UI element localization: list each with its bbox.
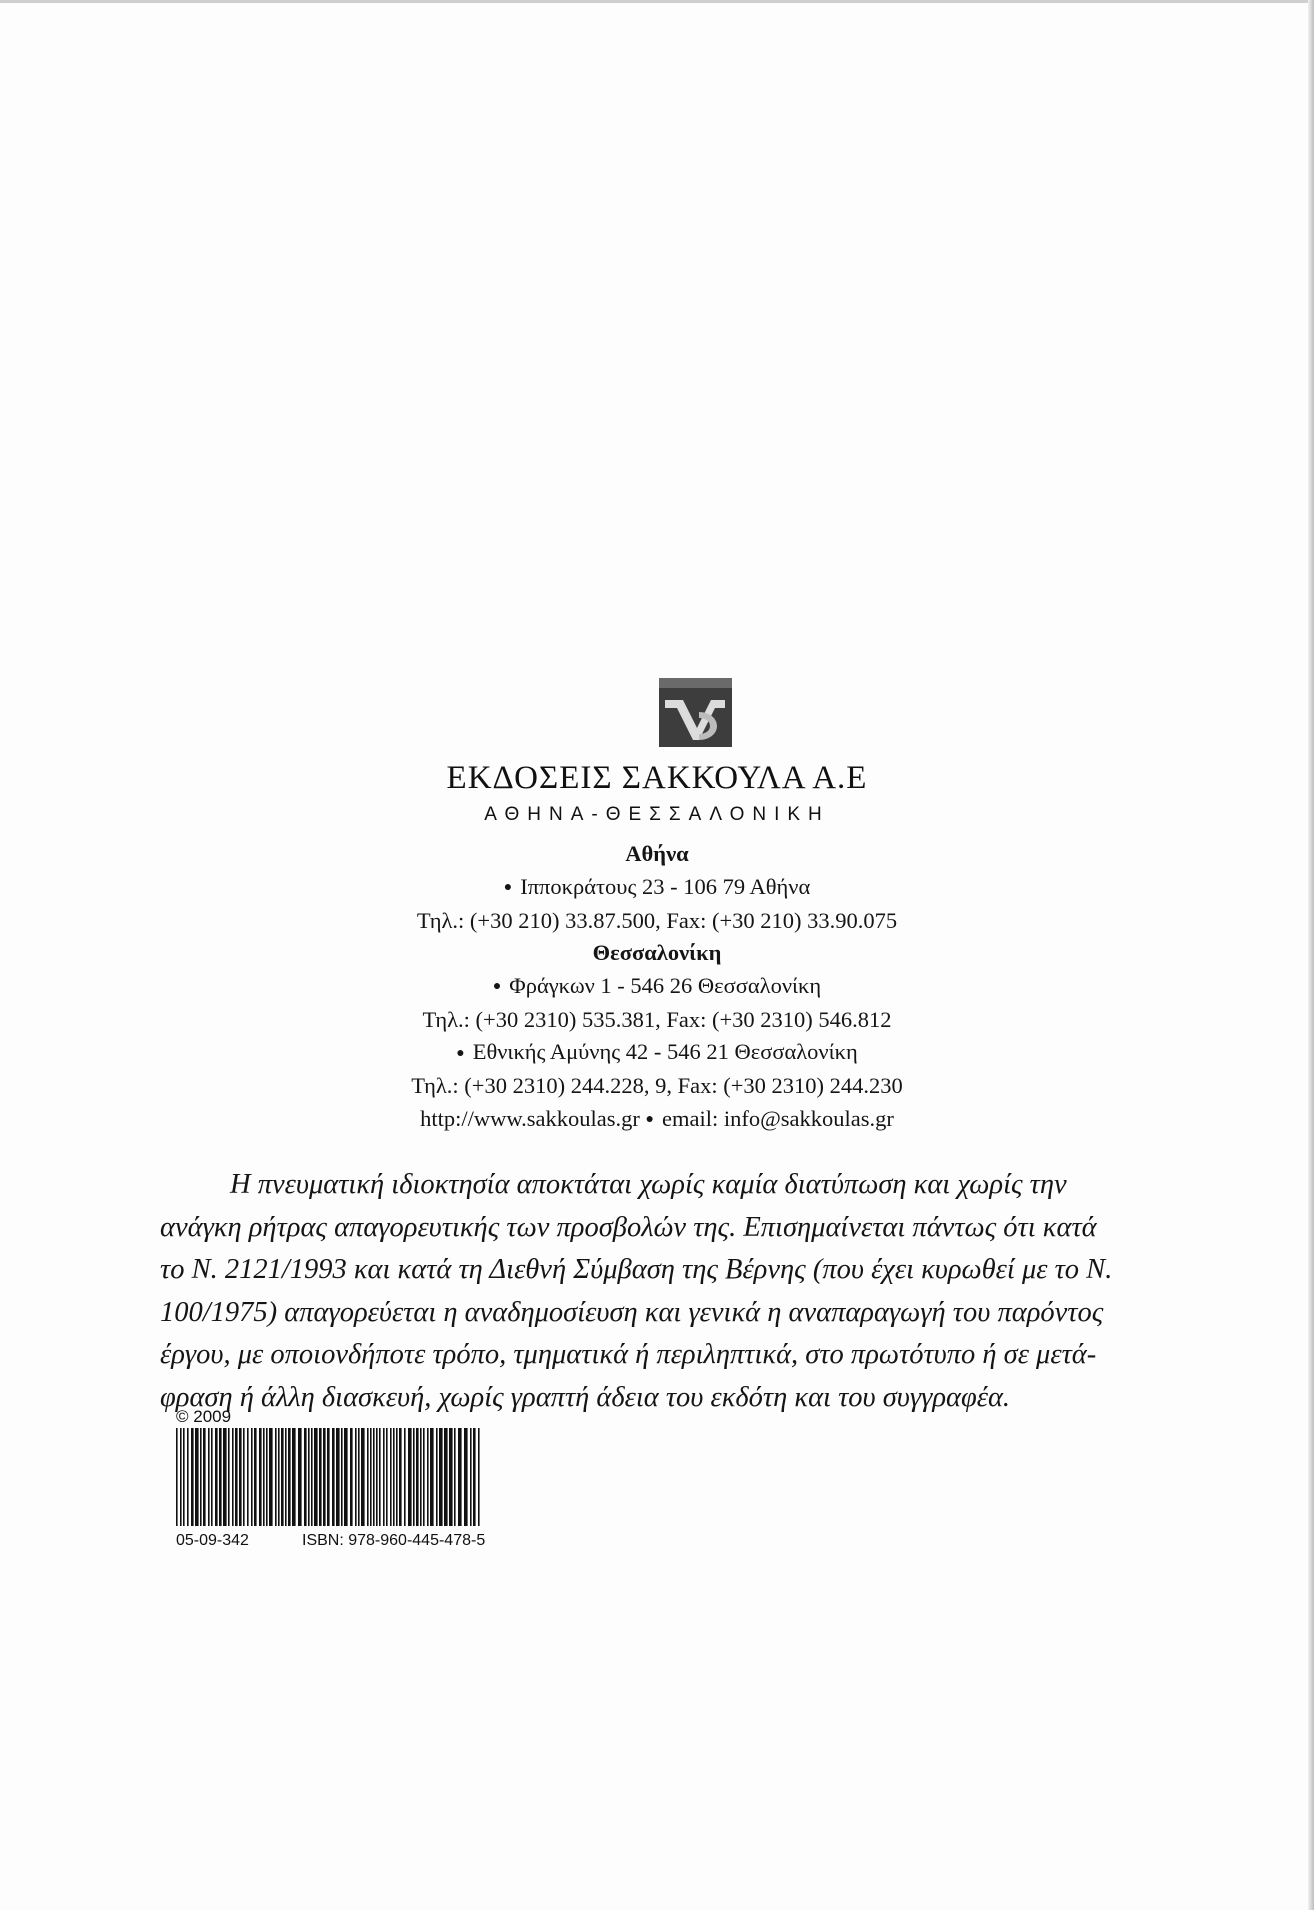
barcode-bar: [269, 1428, 273, 1526]
notice-line: το Ν. 2121/1993 και κατά τη Διεθνή Σύμβαση της Βέρνης (που έχει κυρωθεί με το Ν.: [160, 1254, 1113, 1285]
copyright-notice: [160, 1164, 1220, 1419]
barcode-bar: [292, 1428, 296, 1526]
bullet-icon: ●: [456, 1045, 465, 1061]
barcode-bar: [228, 1428, 230, 1526]
thessaloniki-address1-line: [0, 970, 1314, 1004]
barcode-bar: [298, 1428, 302, 1526]
bullet-icon: ●: [503, 880, 513, 896]
thessaloniki-address2: Εθνικής Αμύνης 42 - 546 21 Θεσσαλονίκη: [472, 1039, 858, 1065]
contact-line: [0, 1103, 1314, 1137]
publisher-cities: ΑΘΗΝΑ-ΘΕΣΣΑΛΟΝΙΚΗ: [484, 804, 830, 825]
athens-address: Ιπποκράτους 23 - 106 79 Αθήνα: [520, 873, 811, 899]
barcode-bar: [408, 1428, 412, 1526]
barcode-bar: [430, 1428, 434, 1526]
barcode-bar: [232, 1428, 234, 1526]
thessaloniki-phone2: Τηλ.: (+30 2310) 244.228, 9, Fax: (+30 2310) 244.230: [411, 1073, 903, 1099]
barcode-bar: [235, 1428, 238, 1526]
barcode-bar: [215, 1428, 218, 1526]
barcode-bar: [176, 1428, 178, 1526]
barcode-bar: [370, 1428, 372, 1526]
barcode-bar: [336, 1428, 340, 1526]
barcode-bar: [464, 1428, 468, 1526]
barcode-bar: [323, 1428, 326, 1526]
notice-line: έργου, με οποιονδήποτε τρόπο, τμηματικά ή περιληπτικά, στο πρωτότυπο ή σε μετά-: [160, 1339, 1097, 1370]
barcode-bar: [304, 1428, 307, 1526]
barcode-bar: [350, 1428, 353, 1526]
barcode-bar: [361, 1428, 365, 1526]
barcode-bar: [390, 1428, 392, 1526]
barcode-bar: [399, 1428, 402, 1526]
bullet-icon: ●: [492, 979, 502, 995]
thessaloniki-heading: Θεσσαλονίκη: [592, 940, 722, 966]
barcode-bar: [195, 1428, 199, 1526]
barcode-bar: [413, 1428, 415, 1526]
barcode-bar: [288, 1428, 291, 1526]
barcode-bar: [183, 1428, 185, 1526]
barcode-bar: [416, 1428, 419, 1526]
barcode-bar: [223, 1428, 227, 1526]
barcode-bar: [314, 1428, 318, 1526]
athens-address-line: [0, 871, 1314, 905]
barcode-bar: [187, 1428, 189, 1526]
bullet-icon: ●: [645, 1112, 654, 1128]
barcode-bar: [458, 1428, 462, 1526]
barcode-bar: [404, 1428, 406, 1526]
barcode-bar: [341, 1428, 343, 1526]
barcode-bar: [203, 1428, 206, 1526]
isbn: ISBN: 978-960-445-478-5: [302, 1532, 486, 1549]
barcode-bar: [427, 1428, 429, 1526]
notice-line: Η πνευματική ιδιοκτησία αποκτάται χωρίς καμία διατύπωση και χωρίς την: [230, 1169, 1067, 1200]
copyright-year: © 2009: [176, 1407, 232, 1426]
publisher-logo: [659, 678, 732, 747]
barcode-bar: [423, 1428, 425, 1526]
barcode-bar: [275, 1428, 277, 1526]
barcode-bar: [278, 1428, 280, 1526]
barcode-bar: [367, 1428, 369, 1526]
barcode-bar: [239, 1428, 242, 1526]
barcode-bar: [383, 1428, 385, 1526]
barcode-bar: [191, 1428, 194, 1526]
barcode-bar: [281, 1428, 284, 1526]
barcode-bar: [473, 1428, 476, 1526]
barcode-bar: [355, 1428, 357, 1526]
product-code: 05-09-342: [176, 1532, 249, 1549]
barcode-bar: [420, 1428, 422, 1526]
thessaloniki-address1: Φράγκων 1 - 546 26 Θεσσαλονίκη: [509, 972, 822, 998]
barcode-bar: [319, 1428, 322, 1526]
barcode-bar: [393, 1428, 395, 1526]
barcode-bar: [439, 1428, 443, 1526]
barcode-bar: [200, 1428, 202, 1526]
barcode-bar: [254, 1428, 257, 1526]
barcode-bar: [208, 1428, 210, 1526]
barcode-bar: [454, 1428, 456, 1526]
barcode-bar: [379, 1428, 381, 1526]
barcode-bar: [251, 1428, 253, 1526]
notice-line: φραση ή άλλη διασκευή, χωρίς γραπτή άδεια του εκδότη και του συγγραφέα.: [160, 1381, 1011, 1413]
barcode-bar: [327, 1428, 330, 1526]
barcode-bar: [436, 1428, 438, 1526]
barcode-bar: [396, 1428, 398, 1526]
thessaloniki-address2-line: [0, 1036, 1314, 1070]
website-link[interactable]: http://www.sakkoulas.gr: [420, 1105, 640, 1131]
publisher-name: ΕΚΔΟΣΕΙΣ ΣΑΚΚΟΥΛΑ Α.Ε: [446, 760, 868, 796]
barcode-bar: [247, 1428, 249, 1526]
barcode-bar: [444, 1428, 448, 1526]
barcode-bar: [386, 1428, 388, 1526]
barcode-bar: [211, 1428, 213, 1526]
athens-phone: Τηλ.: (+30 210) 33.87.500, Fax: (+30 210) 33.90.075: [416, 907, 898, 933]
address-block: [0, 838, 1314, 1137]
barcode-bar: [285, 1428, 287, 1526]
barcode-bar: [470, 1428, 472, 1526]
barcode-bar: [180, 1428, 182, 1526]
thessaloniki-phone1: Τηλ.: (+30 2310) 535.381, Fax: (+30 2310) 546.812: [422, 1006, 892, 1032]
barcode-bar: [449, 1428, 453, 1526]
barcode-bar: [373, 1428, 375, 1526]
notice-line: ανάγκη ρήτρας απαγορευτικής των προσβολών της. Επισημαίνεται πάντως ότι κατά: [160, 1211, 1097, 1243]
barcode-bar: [263, 1428, 265, 1526]
barcode-bar: [266, 1428, 268, 1526]
athens-heading: Αθήνα: [625, 841, 689, 866]
barcode-bar: [358, 1428, 360, 1526]
barcode-bar: [311, 1428, 313, 1526]
barcode-bar: [219, 1428, 222, 1526]
barcode-bar: [259, 1428, 262, 1526]
page-edge-top: [0, 0, 1314, 3]
barcode-bar: [478, 1428, 480, 1526]
barcode-bar: [243, 1428, 245, 1526]
barcode: [176, 1428, 482, 1526]
barcode-bar: [376, 1428, 378, 1526]
email-address[interactable]: email: info@sakkoulas.gr: [661, 1105, 894, 1131]
barcode-bar: [332, 1428, 335, 1526]
barcode-bar: [344, 1428, 348, 1526]
notice-line: 100/1975) απαγορεύεται η αναδημοσίευση και γενικά η αναπαραγωγή του παρόντος: [160, 1296, 1104, 1328]
barcode-bar: [308, 1428, 310, 1526]
